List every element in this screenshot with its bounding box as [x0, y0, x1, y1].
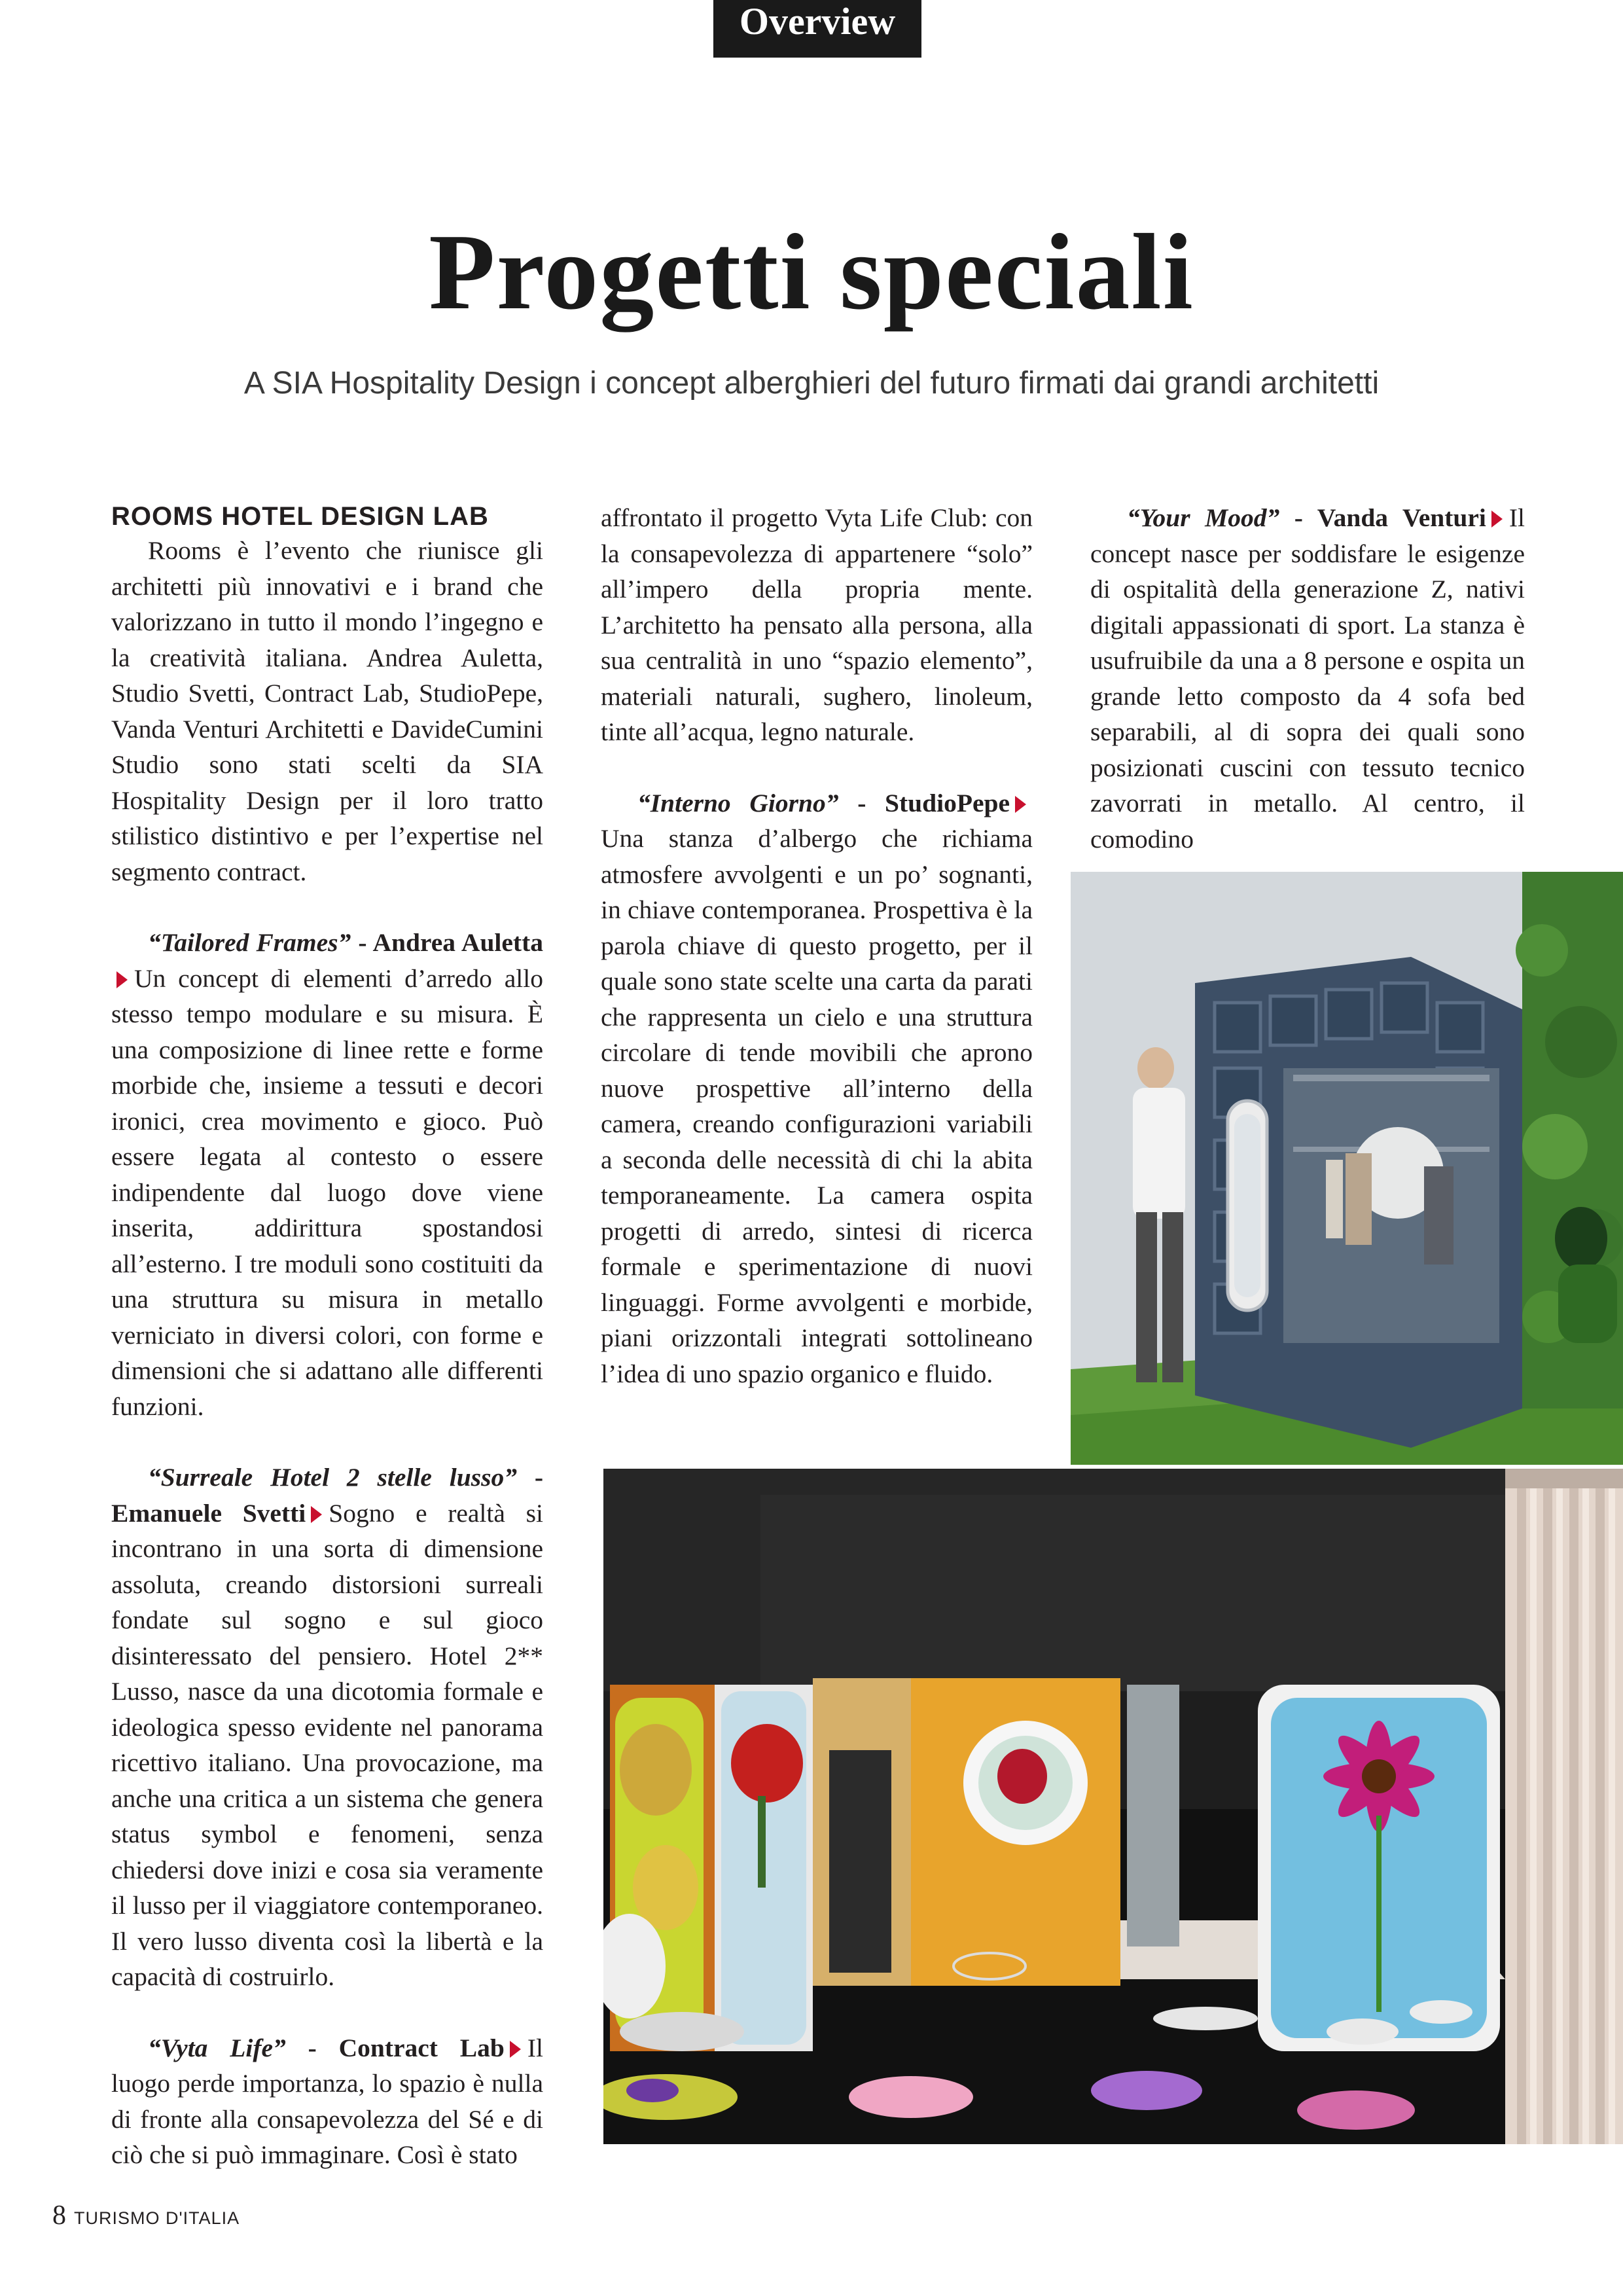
arrow-icon — [1015, 796, 1026, 813]
vyta-life-continued: affrontato il progetto Vyta Life Club: con la consapevolezza di appartenere “solo” all’impero della propria mente. L’architetto ha pensato alla persona, alla sua centralità in uno “spazio elemento”, materiali naturali, sughero, linoleum, tinte all’acqua, legno naturale. — [601, 503, 1033, 746]
project-tailored-frames — [111, 925, 543, 1424]
intro-paragraph: Rooms è l’evento che riunisce gli architetti più innovativi e i brand che valorizzano in tutto il mondo l’ingegno e la creatività italiana. Andrea Auletta, Studio Svetti, Contract Lab, StudioPepe, Vanda Venturi Architetti e DavideCumini Studio sono stati scelti da SIA Hospitality Design per il loro tratto stilistico distintivo e per l’expertise nel segmento contract. — [111, 536, 543, 886]
project-author: - Emanuele Svetti — [111, 1463, 543, 1528]
project-text: Sogno e realtà si incontrano in una sorta di dimensione assoluta, creando distorsioni surreali fondate sul sogno e sul gioco disinteressato del pensiero. Hotel 2** Lusso, nasce da una dicotomia formale e ideologica spesso evidente nel panorama ricettivo italiano. Una provocazione, ma anche una critica a un sistema che genera status symbol e fenomeni, senza chiedersi dove inizi e cosa sia veramente il lusso per il viaggiatore contemporaneo. Il vero lusso diventa così la libertà e la capacità di costruirlo. — [111, 1498, 543, 1991]
arrow-icon — [311, 1506, 322, 1523]
article-column-2 — [601, 500, 1033, 1391]
project-name: “Your Mood” — [1127, 503, 1280, 532]
project-text: Il concept nasce per soddisfare le esigenze di ospitalità della generazione Z, nativi digitali appassionati di sport. La stanza è usufruibile da una a 8 persone e ospita un grande letto composto da 4 sofa bed separabili, al di sopra dei quali sono posizionati cuscini con tessuto tecnico zavorrati in metallo. Al centro, il comodino — [1090, 503, 1525, 853]
project-text: Il luogo perde importanza, lo spazio è nulla di fronte alla consapevolezza del Sé e di ciò che si può immaginare. Così è stato — [111, 2033, 543, 2169]
project-author: - StudioPepe — [838, 788, 1010, 817]
article-column-3 — [1090, 500, 1525, 857]
project-text: Una stanza d’albergo che richiama atmosfere avvolgenti e un po’ sognanti, in chiave contemporanea. Prospettiva è la parola chiave di questo progetto, per il quale sono state scelte una carta da parati che rappresenta un cielo e una struttura circolare di tende movibili che aprono nuove prospettive all’interno della camera, creando configurazioni variabili a seconda delle necessità di chi la abita temporaneamente. La camera ospita progetti di arredo, sintesi di ricerca formale e sperimentazione di nuovi linguaggi. Forme avvolgenti e morbide, piani orizzontali integrati sottolineano l’idea di uno spazio organico e fluido. — [601, 824, 1033, 1388]
your-mood-room-image — [1071, 872, 1623, 1465]
project-vyta-life — [111, 2030, 543, 2173]
arrow-icon — [1491, 511, 1503, 528]
project-author: - Andrea Auletta — [351, 928, 543, 957]
project-name: “Surreale Hotel 2 stelle lusso” — [148, 1463, 517, 1492]
surreale-hotel-image — [603, 1469, 1505, 2144]
project-author: - Vanda Venturi — [1279, 503, 1486, 532]
section-tag: Overview — [713, 0, 921, 58]
project-interno-giorno — [601, 785, 1033, 1392]
arrow-icon — [116, 971, 128, 988]
project-name: “Vyta Life” — [148, 2033, 286, 2062]
page-number: 8 — [52, 2200, 66, 2231]
project-surreale-hotel — [111, 1460, 543, 1995]
project-name: “Interno Giorno” — [637, 788, 839, 817]
section-heading: ROOMS HOTEL DESIGN LAB — [111, 502, 489, 531]
page-subtitle: A SIA Hospitality Design i concept alberghieri del futuro firmati dai grandi architetti — [243, 366, 1380, 401]
project-author: - Contract Lab — [285, 2033, 505, 2062]
page-title: Progetti speciali — [429, 211, 1194, 332]
curtain-image — [1505, 1469, 1623, 2144]
project-text: Un concept di elementi d’arredo allo stesso tempo modulare e su misura. È una composizione di linee rette e forme morbide che, insieme a tessuti e decori ironici, crea movimento e gioco. Può essere legata al contesto o essere indipendente dal luogo dove viene inserita, addirittura spostandosi all’esterno. I tre moduli sono costituiti da una struttura su misura in metallo verniciato in diversi colori, con forme e dimensioni che si adattano alle differenti funzioni. — [111, 963, 543, 1421]
project-name: “Tailored Frames” — [148, 928, 351, 957]
article-column-1 — [111, 500, 543, 2173]
project-your-mood — [1090, 500, 1525, 857]
page-footer — [52, 2199, 240, 2232]
magazine-name: TURISMO D'ITALIA — [74, 2208, 240, 2228]
arrow-icon — [510, 2041, 521, 2058]
